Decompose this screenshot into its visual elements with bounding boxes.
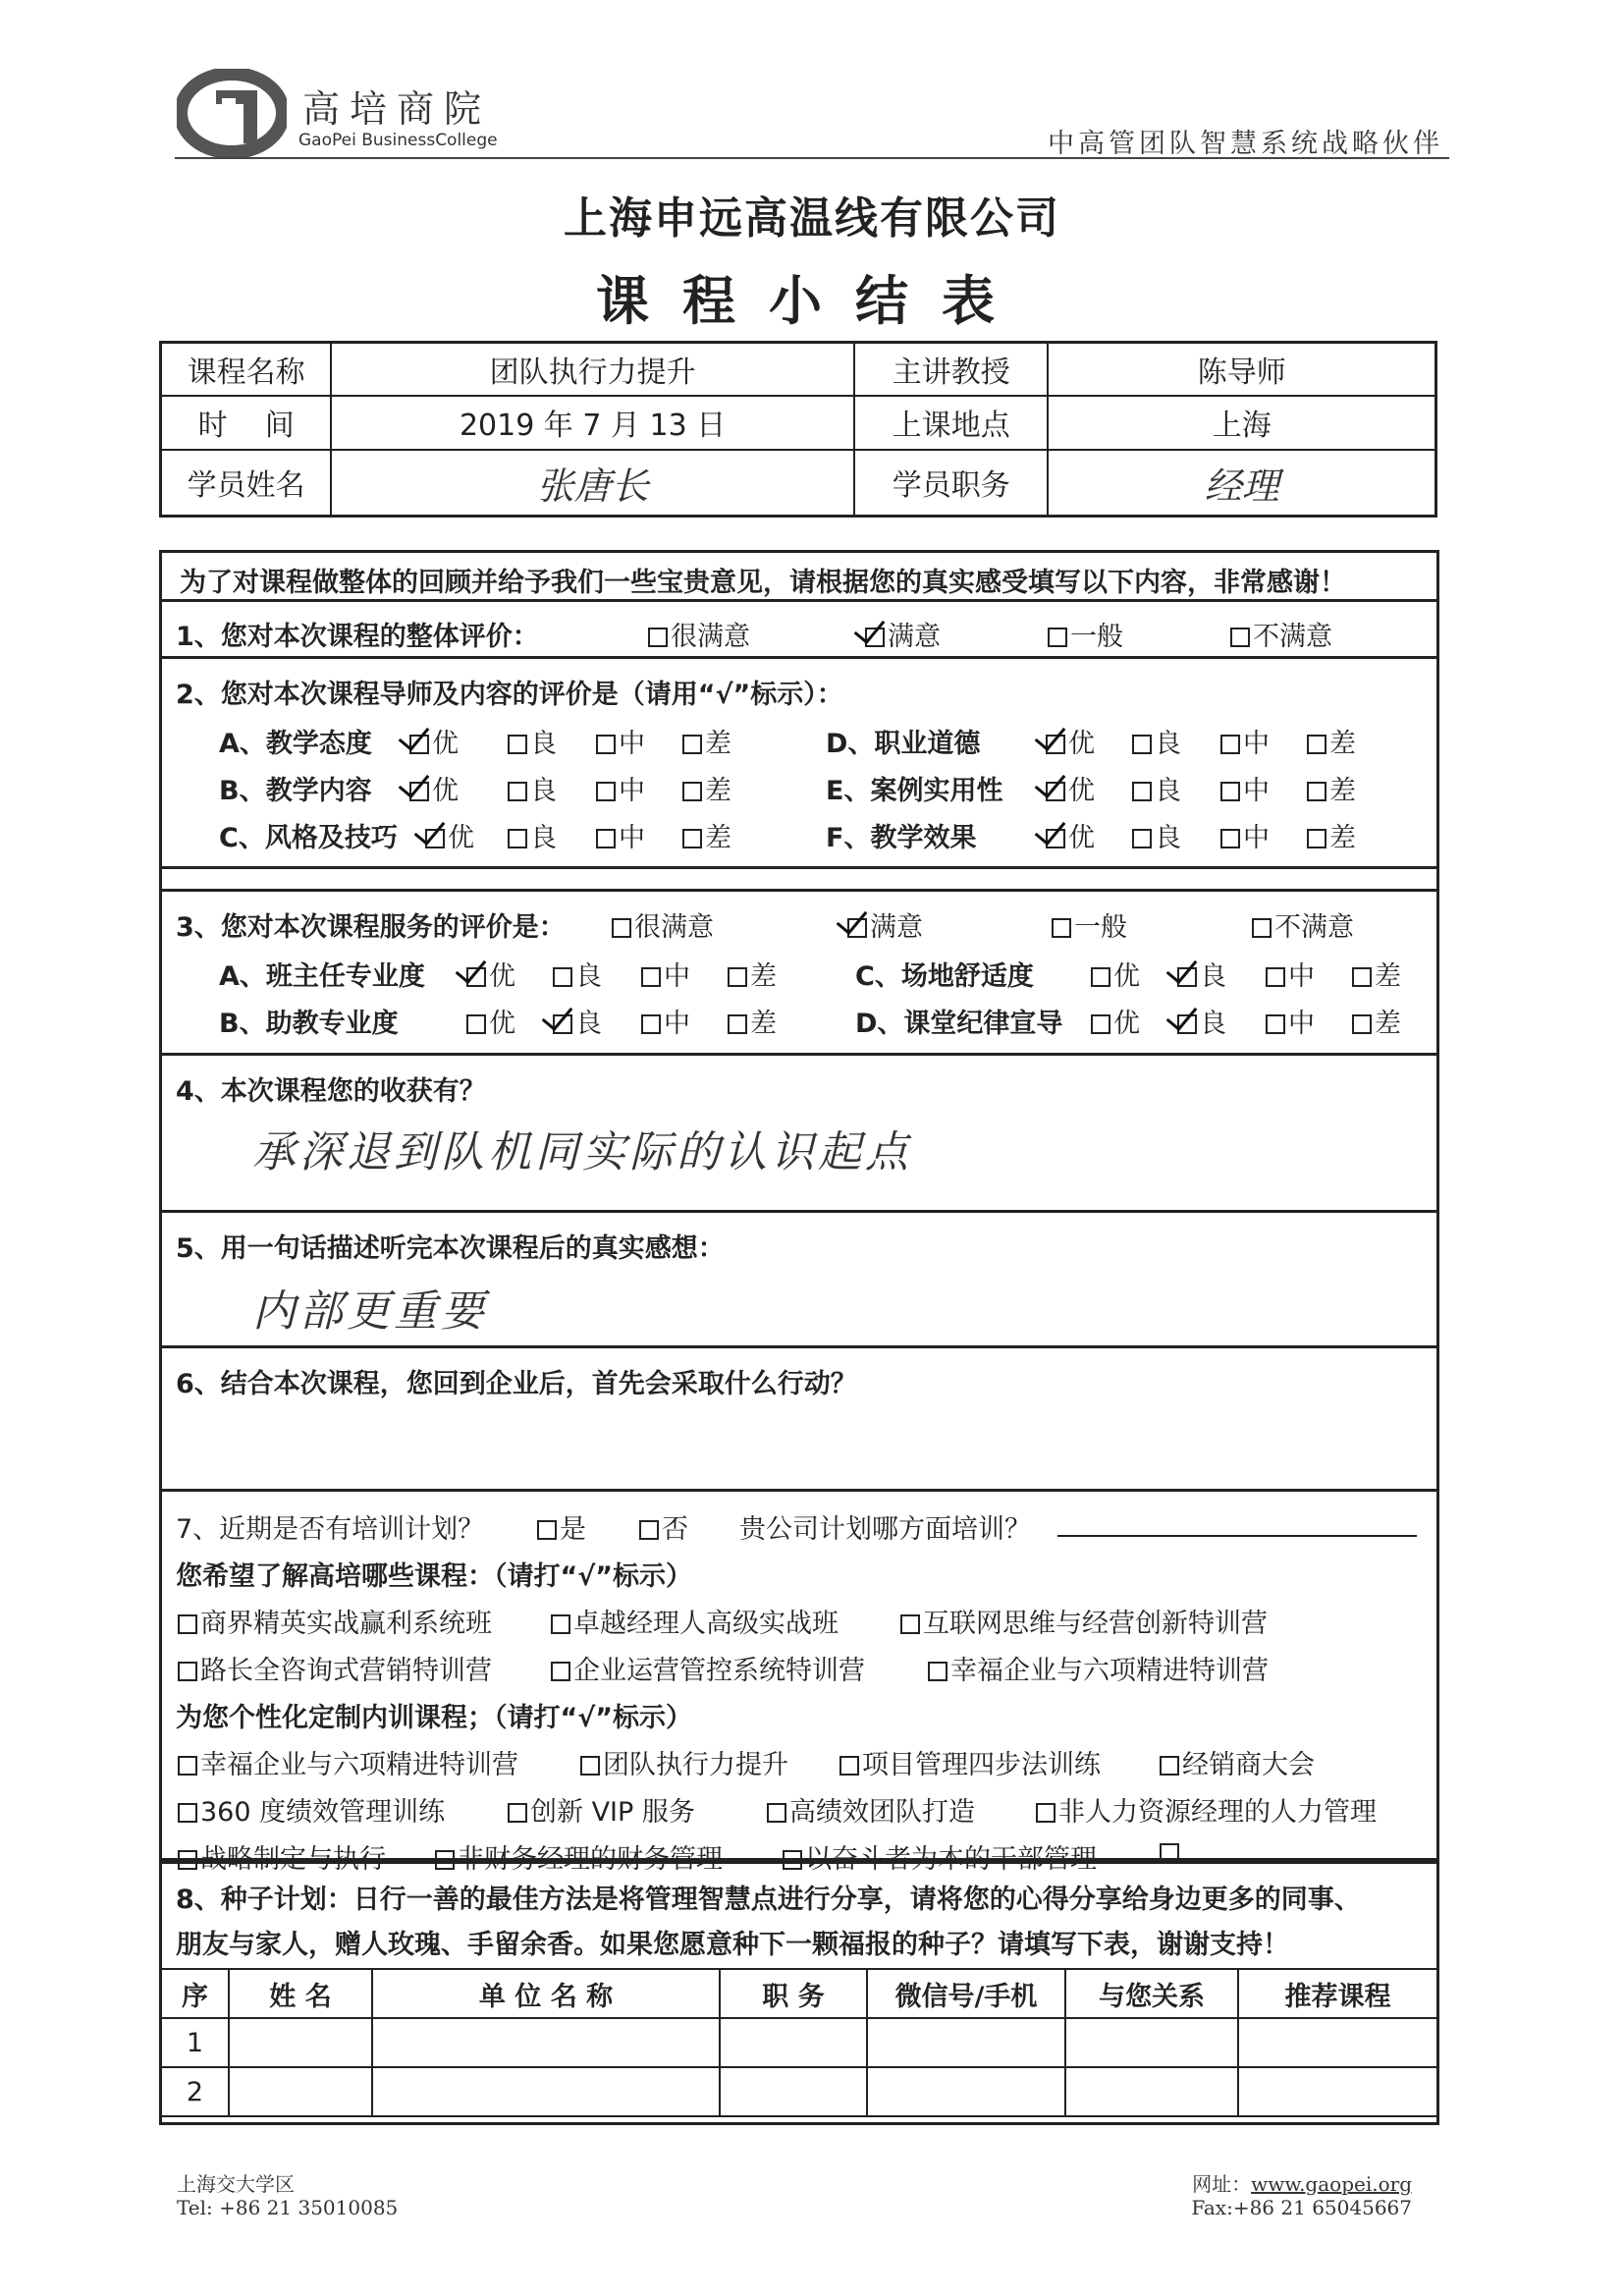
q3-option-very-satisfied[interactable]: 很满意 — [612, 905, 714, 944]
course-option-5[interactable]: 企业运营管控系统特训营 — [551, 1649, 865, 1687]
q3-label: 3、您对本次课程服务的评价是： — [176, 912, 566, 943]
q1-option-dissatisfied[interactable]: 不满意 — [1230, 615, 1332, 653]
q3-item-d: D、课堂纪律宣导 — [855, 1009, 1063, 1039]
custom-option-3[interactable]: 项目管理四步法训练 — [839, 1743, 1101, 1781]
q4-answer[interactable]: 承深退到队机同实际的认识起点 — [252, 1127, 912, 1177]
seed-col-position: 职 务 — [720, 1969, 867, 2018]
checkbox-checked[interactable] — [865, 628, 885, 647]
logo-text-cn: 高培商院 — [302, 87, 492, 131]
place-label: 上课地点 — [854, 396, 1049, 449]
q3-a-grade-poor[interactable]: 差 — [728, 955, 777, 993]
seed-col-no: 序 — [162, 1969, 229, 2018]
q8-line1: 8、种子计划：日行一善的最佳方法是将管理智慧点进行分享，请将您的心得分享给身边更多的同事、 — [176, 1885, 1361, 1915]
q7-learn-label: 您希望了解高培哪些课程：（请打“√”标示） — [176, 1561, 692, 1592]
course-name-value: 团队执行力提升 — [331, 343, 854, 397]
q2-e-grade-good[interactable]: 良 — [1132, 769, 1181, 807]
q3-option-average[interactable]: 一般 — [1052, 905, 1127, 944]
q2-b-grade-excellent[interactable]: 优 — [409, 769, 459, 807]
custom-option-11[interactable]: 以奋斗者为本的干部管理 — [783, 1837, 1097, 1876]
custom-option-2[interactable]: 团队执行力提升 — [580, 1743, 788, 1781]
q2-item-d: D、职业道德 — [826, 729, 981, 759]
q3-item-b: B、助教专业度 — [219, 1009, 399, 1039]
logo-text-en: GaoPei BusinessCollege — [298, 131, 498, 150]
header-divider — [175, 157, 1449, 159]
student-position-value[interactable]: 经理 — [1048, 450, 1435, 517]
company-name: 上海申远高温线有限公司 — [564, 193, 1060, 244]
q8-line2: 朋友与家人，赠人玫瑰、手留余香。如果您愿意种下一颗福报的种子？请填写下表，谢谢支持！ — [176, 1930, 1289, 1960]
q2-d-grade-good[interactable]: 良 — [1132, 722, 1181, 760]
q3-section — [162, 889, 1436, 1056]
q2-b-grade-poor[interactable]: 差 — [682, 769, 731, 807]
course-info-table — [159, 341, 1437, 518]
time-value: 2019 年 7 月 13 日 — [331, 396, 854, 449]
table-cell[interactable] — [372, 2018, 720, 2067]
table-cell[interactable] — [229, 2067, 372, 2116]
q3-a-grade-good[interactable]: 良 — [553, 955, 602, 993]
q7-custom-label: 为您个性化定制内训课程；（请打“√”标示） — [176, 1703, 692, 1733]
q3-c-grade-good[interactable]: 良 — [1177, 955, 1226, 993]
q2-f-grade-medium[interactable]: 中 — [1220, 816, 1270, 854]
table-cell[interactable] — [867, 2018, 1065, 2067]
q2-a-grade-good[interactable]: 良 — [508, 722, 557, 760]
custom-option-7[interactable]: 高绩效团队打造 — [767, 1790, 975, 1829]
seed-table — [162, 1968, 1436, 2117]
logo-mark — [177, 69, 287, 157]
teacher-label: 主讲教授 — [854, 343, 1049, 397]
q2-c-grade-good[interactable]: 良 — [508, 816, 557, 854]
footer-website-link[interactable]: www.gaopei.org — [1251, 2172, 1412, 2196]
q3-a-grade-excellent[interactable]: 优 — [466, 955, 515, 993]
q2-c-grade-medium[interactable]: 中 — [596, 816, 645, 854]
q5-section — [162, 1213, 1436, 1348]
seed-col-relation: 与您关系 — [1065, 1969, 1238, 2018]
footer-fax: Fax:+86 21 65045667 — [1191, 2196, 1412, 2219]
custom-option-4[interactable]: 经销商大会 — [1160, 1743, 1315, 1781]
custom-option-10[interactable]: 非财务经理的财务管理 — [435, 1837, 723, 1876]
q2-d-grade-excellent[interactable]: 优 — [1046, 722, 1095, 760]
q2-f-grade-good[interactable]: 良 — [1132, 816, 1181, 854]
table-cell[interactable] — [1238, 2018, 1436, 2067]
row-number: 1 — [162, 2018, 229, 2067]
seed-col-contact: 微信号/手机 — [867, 1969, 1065, 2018]
q3-b-grade-medium[interactable]: 中 — [641, 1002, 690, 1040]
q3-option-dissatisfied[interactable]: 不满意 — [1252, 905, 1354, 944]
course-option-3[interactable]: 互联网思维与经营创新特训营 — [900, 1602, 1268, 1640]
q3-d-grade-medium[interactable]: 中 — [1266, 1002, 1315, 1040]
q7-section — [162, 1492, 1436, 1875]
q3-item-c: C、场地舒适度 — [855, 961, 1034, 992]
seed-col-name: 姓 名 — [229, 1969, 372, 2018]
q5-answer[interactable]: 内部更重要 — [252, 1286, 488, 1337]
q6-section — [162, 1348, 1436, 1492]
teacher-value: 陈导师 — [1048, 343, 1435, 397]
header-slogan: 中高管团队智慧系统战略伙伴 — [1048, 129, 1443, 159]
q1-section — [162, 602, 1436, 659]
intro-section — [162, 553, 1436, 602]
q2-section — [162, 659, 1436, 869]
q3-d-grade-good[interactable]: 良 — [1177, 1002, 1226, 1040]
q3-option-satisfied[interactable]: 满意 — [847, 905, 923, 944]
course-name-label: 课程名称 — [161, 343, 332, 397]
q6-label: 6、结合本次课程，您回到企业后，首先会采取什么行动？ — [176, 1369, 857, 1399]
q3-c-grade-poor[interactable]: 差 — [1352, 955, 1401, 993]
seed-col-company: 单 位 名 称 — [372, 1969, 720, 2018]
seed-table-header — [162, 1969, 1436, 2018]
q2-item-f: F、教学效果 — [826, 823, 977, 853]
footer-website-label: 网址： — [1192, 2172, 1252, 2196]
q2-item-a: A、教学态度 — [219, 729, 372, 759]
q4-label: 4、本次课程您的收获有？ — [176, 1076, 486, 1107]
checkbox[interactable] — [1048, 628, 1067, 647]
survey-form — [159, 550, 1439, 2125]
form-title: 课程小结表 — [596, 270, 1028, 332]
q1-option-very-satisfied[interactable]: 很满意 — [648, 615, 750, 653]
table-cell[interactable] — [229, 2018, 372, 2067]
q7-label: 7、近期是否有培训计划？ — [176, 1514, 485, 1545]
checkbox[interactable] — [1230, 628, 1250, 647]
custom-option-6[interactable]: 创新 VIP 服务 — [508, 1790, 695, 1829]
table-cell[interactable] — [720, 2018, 867, 2067]
q2-e-grade-excellent[interactable]: 优 — [1046, 769, 1095, 807]
q3-d-grade-poor[interactable]: 差 — [1352, 1002, 1401, 1040]
q2-e-grade-poor[interactable]: 差 — [1307, 769, 1356, 807]
q3-b-grade-good[interactable]: 良 — [553, 1002, 602, 1040]
q7-which-input[interactable] — [1057, 1535, 1417, 1537]
q7-which-label: 贵公司计划哪方面培训？ — [739, 1514, 1031, 1545]
q3-d-grade-excellent[interactable]: 优 — [1091, 1002, 1140, 1040]
q3-b-grade-excellent[interactable]: 优 — [466, 1002, 515, 1040]
row-number: 2 — [162, 2067, 229, 2116]
q8-section — [162, 1861, 1436, 2122]
student-name-value[interactable]: 张唐长 — [331, 450, 854, 517]
custom-option-5[interactable]: 360 度绩效管理训练 — [178, 1790, 445, 1829]
q1-label: 1、您对本次课程的整体评价： — [176, 622, 539, 652]
student-name-label: 学员姓名 — [161, 450, 332, 517]
q2-f-grade-poor[interactable]: 差 — [1307, 816, 1356, 854]
intro-text: 为了对课程做整体的回顾并给予我们一些宝贵意见，请根据您的真实感受填写以下内容，非常感谢！ — [180, 568, 1346, 598]
q7-option-yes[interactable]: 是 — [537, 1507, 586, 1546]
q2-b-grade-good[interactable]: 良 — [508, 769, 557, 807]
q3-c-grade-medium[interactable]: 中 — [1266, 955, 1315, 993]
q2-item-c: C、风格及技巧 — [219, 823, 398, 853]
q4-section — [162, 1056, 1436, 1213]
course-option-4[interactable]: 路长全咨询式营销特训营 — [178, 1649, 492, 1687]
course-option-2[interactable]: 卓越经理人高级实战班 — [551, 1602, 839, 1640]
custom-option-9[interactable]: 战略制定与执行 — [178, 1837, 386, 1876]
q2-a-grade-poor[interactable]: 差 — [682, 722, 731, 760]
footer-tel: Tel: +86 21 35010085 — [177, 2196, 399, 2219]
q2-e-grade-medium[interactable]: 中 — [1220, 769, 1270, 807]
q2-a-grade-excellent[interactable]: 优 — [409, 722, 459, 760]
table-cell[interactable] — [1065, 2067, 1238, 2116]
q3-item-a: A、班主任专业度 — [219, 961, 425, 992]
q1-option-average[interactable]: 一般 — [1048, 615, 1123, 653]
q2-item-b: B、教学内容 — [219, 776, 372, 806]
q5-label: 5、用一句话描述听完本次课程后的真实感想： — [176, 1233, 725, 1264]
student-position-label: 学员职务 — [854, 450, 1049, 517]
table-row — [162, 2018, 1436, 2067]
q2-a-grade-medium[interactable]: 中 — [596, 722, 645, 760]
table-cell[interactable] — [867, 2067, 1065, 2116]
table-cell[interactable] — [1238, 2067, 1436, 2116]
q2-label: 2、您对本次课程导师及内容的评价是（请用“√”标示）： — [176, 680, 843, 710]
time-label: 时 间 — [161, 396, 332, 449]
q2-b-grade-medium[interactable]: 中 — [596, 769, 645, 807]
table-row — [162, 2067, 1436, 2116]
course-option-1[interactable]: 商界精英实战赢利系统班 — [178, 1602, 492, 1640]
table-cell[interactable] — [720, 2067, 867, 2116]
seed-col-course: 推荐课程 — [1238, 1969, 1436, 2018]
q2-item-e: E、案例实用性 — [826, 776, 1003, 806]
footer-campus: 上海交大学区 — [177, 2172, 295, 2196]
q3-c-grade-excellent[interactable]: 优 — [1091, 955, 1140, 993]
q7-option-no[interactable]: 否 — [639, 1507, 688, 1546]
checkbox[interactable] — [648, 628, 668, 647]
custom-option-8[interactable]: 非人力资源经理的人力管理 — [1036, 1790, 1377, 1829]
q2-d-grade-medium[interactable]: 中 — [1220, 722, 1270, 760]
place-value: 上海 — [1048, 396, 1435, 449]
q3-a-grade-medium[interactable]: 中 — [641, 955, 690, 993]
q2-c-grade-poor[interactable]: 差 — [682, 816, 731, 854]
footer-website — [1192, 2168, 1412, 2197]
q3-b-grade-poor[interactable]: 差 — [728, 1002, 777, 1040]
q2-d-grade-poor[interactable]: 差 — [1307, 722, 1356, 760]
course-option-6[interactable]: 幸福企业与六项精进特训营 — [928, 1649, 1269, 1687]
q2-f-grade-excellent[interactable]: 优 — [1046, 816, 1095, 854]
q2-c-grade-excellent[interactable]: 优 — [425, 816, 474, 854]
table-cell[interactable] — [372, 2067, 720, 2116]
q1-option-satisfied[interactable]: 满意 — [865, 615, 941, 653]
table-cell[interactable] — [1065, 2018, 1238, 2067]
custom-option-1[interactable]: 幸福企业与六项精进特训营 — [178, 1743, 518, 1781]
